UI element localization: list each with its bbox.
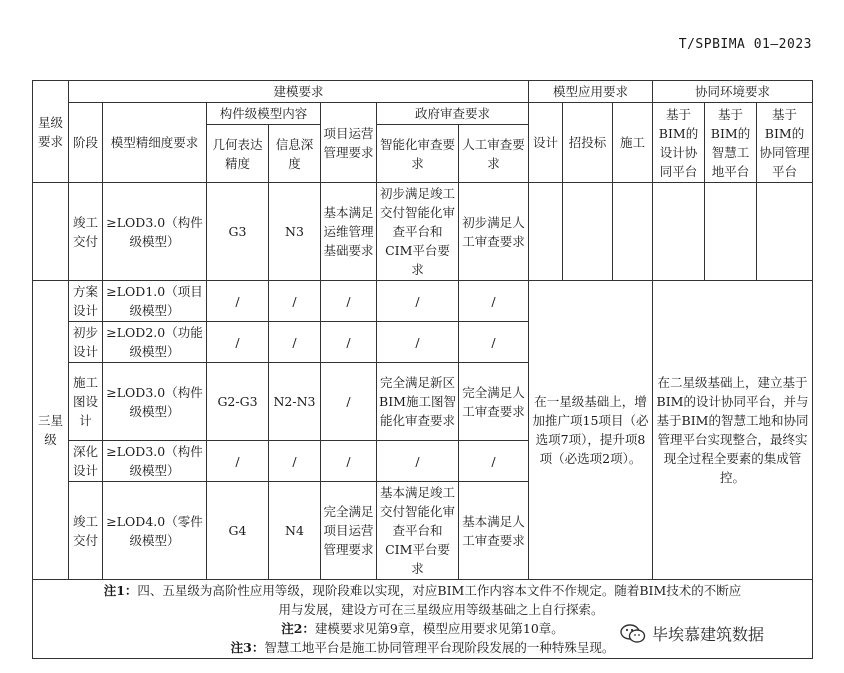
construct-cell — [613, 183, 653, 281]
three-star-label: 三星级 — [33, 281, 69, 580]
header-design-platform: 基于BIM的设计协同平台 — [653, 103, 705, 183]
geometry-cell: G4 — [207, 482, 269, 580]
info-cell: N3 — [269, 183, 321, 281]
lod-cell: ≥LOD2.0（功能级模型） — [103, 322, 207, 363]
table-row — [33, 281, 813, 322]
smart-review-cell: / — [377, 441, 459, 482]
stage-cell: 竣工交付 — [69, 482, 103, 580]
watermark — [620, 622, 764, 645]
lod-cell: ≥LOD3.0（构件级模型） — [103, 183, 207, 281]
collab-environment-requirement: 在二星级基础上，建立基于BIM的设计协同平台，并与基于BIM的智慧工地和协同管理平台实现整合，最终实现全过程全要素的集成管控。 — [653, 281, 813, 580]
header-lod: 模型精细度要求 — [103, 103, 207, 183]
header-construction: 施工 — [613, 103, 653, 183]
header-modeling: 建模要求 — [69, 81, 529, 103]
manual-review-cell: / — [459, 322, 529, 363]
smart-review-cell: / — [377, 322, 459, 363]
geometry-cell: / — [207, 441, 269, 482]
stage-cell: 深化设计 — [69, 441, 103, 482]
manual-review-cell: 初步满足人工审查要求 — [459, 183, 529, 281]
wechat-icon — [620, 624, 646, 644]
design-platform-cell — [653, 183, 705, 281]
info-cell: / — [269, 441, 321, 482]
note-1: 注1：四、五星级为高阶性应用等级，现阶段难以实现，对应BIM工作内容本文件不作规定。随着BIM技术的不断应 — [103, 583, 742, 598]
stage-cell: 初步设计 — [69, 322, 103, 363]
manual-review-cell: 基本满足人工审查要求 — [459, 482, 529, 580]
stage-cell: 方案设计 — [69, 281, 103, 322]
manual-review-cell: / — [459, 281, 529, 322]
header-stage: 阶段 — [69, 103, 103, 183]
note-2: 注2：建模要求见第9章，模型应用要求见第10章。 — [281, 621, 564, 636]
watermark-text: 毕埃慕建筑数据 — [652, 625, 765, 644]
header-info-depth: 信息深度 — [269, 125, 321, 183]
header-collab-environment: 协同环境要求 — [653, 81, 813, 103]
star-cell-blank — [33, 183, 69, 281]
header-ops-management: 项目运营管理要求 — [321, 103, 377, 183]
bid-cell — [563, 183, 613, 281]
notes-row — [33, 580, 813, 659]
header-component-content: 构件级模型内容 — [207, 103, 321, 125]
note-1-continuation: 用与发展，建设方可在三星级应用等级基础之上自行探索。 — [278, 602, 604, 617]
lod-cell: ≥LOD4.0（零件级模型） — [103, 482, 207, 580]
stage-cell: 竣工交付 — [69, 183, 103, 281]
smart-review-cell: / — [377, 281, 459, 322]
geometry-cell: / — [207, 281, 269, 322]
info-cell: / — [269, 281, 321, 322]
smart-review-cell: 初步满足竣工交付智能化审查平台和CIM平台要求 — [377, 183, 459, 281]
document-code: T/SPBIMA 01—2023 — [678, 37, 812, 52]
header-model-application: 模型应用要求 — [529, 81, 653, 103]
ops-cell: / — [321, 281, 377, 322]
bim-level-table — [32, 80, 813, 659]
note-3: 注3：智慧工地平台是施工协同管理平台现阶段发展的一种特殊呈现。 — [230, 640, 615, 655]
site-platform-cell — [705, 183, 757, 281]
ops-cell: 基本满足运维管理基础要求 — [321, 183, 377, 281]
info-cell: / — [269, 322, 321, 363]
ops-cell: / — [321, 363, 377, 441]
lod-cell: ≥LOD3.0（构件级模型） — [103, 441, 207, 482]
info-cell: N2-N3 — [269, 363, 321, 441]
design-cell — [529, 183, 563, 281]
header-mgmt-platform: 基于BIM的协同管理平台 — [757, 103, 813, 183]
notes-cell — [33, 580, 813, 659]
smart-review-cell: 完全满足新区BIM施工图智能化审查要求 — [377, 363, 459, 441]
geometry-cell: G3 — [207, 183, 269, 281]
info-cell: N4 — [269, 482, 321, 580]
manual-review-cell: 完全满足人工审查要求 — [459, 363, 529, 441]
ops-cell: / — [321, 322, 377, 363]
manual-review-cell: / — [459, 441, 529, 482]
header-site-platform: 基于BIM的智慧工地平台 — [705, 103, 757, 183]
table-row — [33, 183, 813, 281]
header-gov-review: 政府审查要求 — [377, 103, 529, 125]
ops-cell: / — [321, 441, 377, 482]
geometry-cell: G2-G3 — [207, 363, 269, 441]
header-design: 设计 — [529, 103, 563, 183]
mgmt-platform-cell — [757, 183, 813, 281]
geometry-cell: / — [207, 322, 269, 363]
header-bidding: 招投标 — [563, 103, 613, 183]
header-manual-review: 人工审查要求 — [459, 125, 529, 183]
header-geometry: 几何表达精度 — [207, 125, 269, 183]
header-star-level: 星级要求 — [33, 81, 69, 183]
lod-cell: ≥LOD1.0（项目级模型） — [103, 281, 207, 322]
ops-cell: 完全满足项目运营管理要求 — [321, 482, 377, 580]
stage-cell: 施工图设计 — [69, 363, 103, 441]
smart-review-cell: 基本满足竣工交付智能化审查平台和CIM平台要求 — [377, 482, 459, 580]
header-smart-review: 智能化审查要求 — [377, 125, 459, 183]
model-application-requirement: 在一星级基础上，增加推广项15项目（必选项7项），提升项8项（必选项2项）。 — [529, 281, 653, 580]
lod-cell: ≥LOD3.0（构件级模型） — [103, 363, 207, 441]
